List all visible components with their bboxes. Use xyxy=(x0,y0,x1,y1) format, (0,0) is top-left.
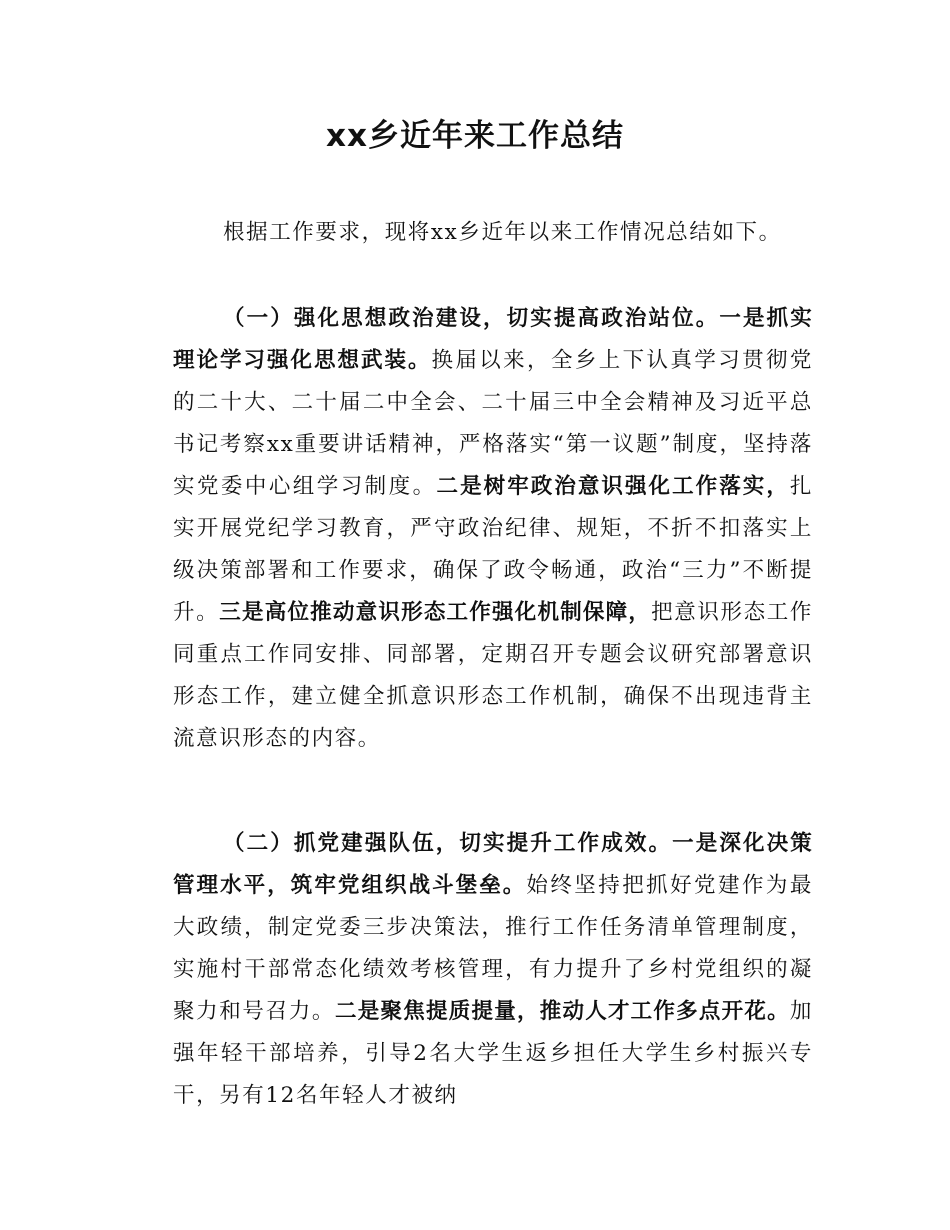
section-1-paragraph xyxy=(173,298,813,760)
section-1-point-3-label: 三是高位推动意识形态工作强化机制保障， xyxy=(219,600,652,625)
section-1-point-3-text: 把意识形态工作同重点工作同安排、同部署，定期召开专题会议研究部署意识形态工作，建立健全抓意识形态工作机制，确保不出现违背主流意识形态的内容。 xyxy=(173,600,813,751)
section-1-point-2-text: 扎实开展党纪学习教育，严守政治纪律、规矩，不折不扣落实上级决策部署和工作要求，确保了政令畅通，政治“三力”不断提升。 xyxy=(173,474,813,625)
section-2-heading: （二）抓党建强队伍，切实提升工作成效。 xyxy=(223,831,673,856)
section-2-point-1-label: 一是深化决策管理水平，筑牢党组织战斗堡垒。 xyxy=(173,831,813,898)
section-2-point-2-text: 加强年轻干部培养，引导2名大学生返乡担任大学生乡村振兴专干，另有12名年轻人才被纳 xyxy=(173,999,813,1108)
section-1-heading: （一）强化思想政治建设，切实提高政治站位。 xyxy=(223,306,720,331)
section-2-point-2-label: 二是聚焦提质提量，推动人才工作多点开花。 xyxy=(335,999,790,1024)
document-title: xx乡近年来工作总结 xyxy=(326,118,624,154)
section-2-paragraph xyxy=(173,823,813,1117)
section-2-point-1-text: 始终坚持把抓好党建作为最大政绩，制定党委三步决策法，推行工作任务清单管理制度，实施村干部常态化绩效考核管理，有力提升了乡村党组织的凝聚力和号召力。 xyxy=(173,873,813,1024)
section-1-point-1-label: 一是抓实理论学习强化思想武装。 xyxy=(173,306,814,373)
section-1-point-2-label: 二是树牢政治意识强化工作落实， xyxy=(436,474,790,499)
section-1-point-1-text: 换届以来，全乡上下认真学习贯彻党的二十大、二十届二中全会、二十届三中全会精神及习近平总书记考察xx重要讲话精神，严格落实“第一议题”制度，坚持落实党委中心组学习制度。 xyxy=(173,348,814,499)
intro-paragraph: 根据工作要求，现将xx乡近年以来工作情况总结如下。 xyxy=(223,220,782,245)
